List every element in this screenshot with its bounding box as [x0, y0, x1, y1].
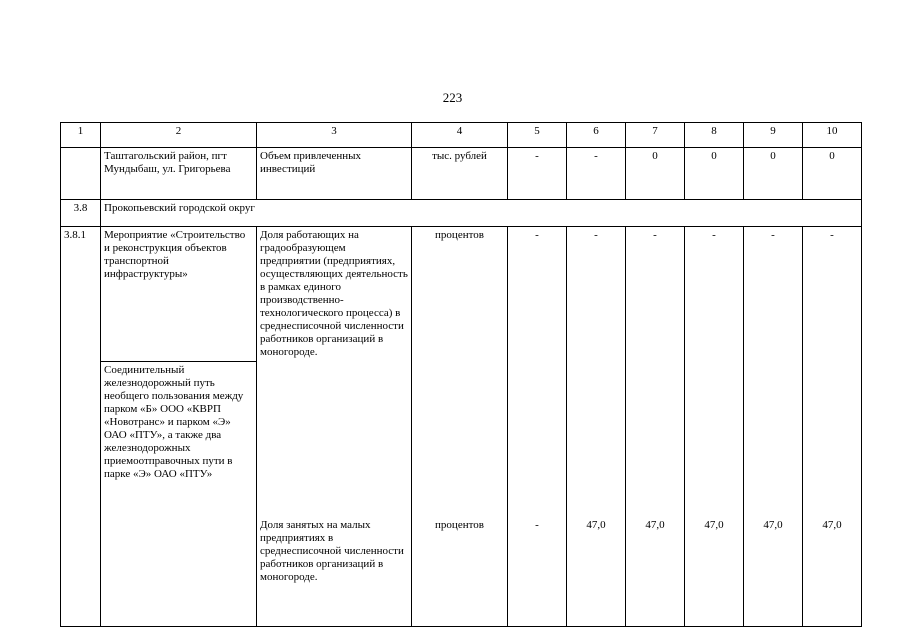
page-number: 223	[442, 90, 463, 105]
header-cell: 10	[803, 123, 862, 148]
header-cell: 3	[257, 123, 412, 148]
section-title: Прокопьевский городской округ	[101, 200, 862, 227]
value-cell: -	[685, 227, 744, 362]
header-cell: 7	[626, 123, 685, 148]
unit-cell: тыс. рублей	[412, 148, 508, 200]
value-text: 47,0	[822, 519, 842, 531]
header-cell: 5	[508, 123, 567, 148]
value-cell	[567, 361, 626, 626]
section-row	[61, 200, 862, 227]
header-cell: 9	[744, 123, 803, 148]
location-cell: Таштагольский район, пгт Мундыбаш, ул. Григорьева	[101, 148, 257, 200]
value-text: 47,0	[586, 519, 606, 531]
header-row	[61, 123, 862, 148]
value-cell: 0	[685, 148, 744, 200]
value-cell: -	[508, 148, 567, 200]
measure-name: Мероприятие «Строительство и реконструкция объектов транспортной инфраструктуры»	[101, 227, 257, 362]
section-number: 3.8	[61, 200, 101, 227]
indicators-table	[60, 122, 862, 627]
value-cell: -	[508, 227, 567, 362]
spacer	[747, 361, 799, 519]
value-text: 47,0	[645, 519, 665, 531]
value-text: 47,0	[704, 519, 724, 531]
value-cell: -	[626, 227, 685, 362]
indicator-cell: Объем привлеченных инвестиций	[257, 148, 412, 200]
value-text: -	[535, 519, 539, 531]
value-cell	[803, 361, 862, 626]
unit-text: процентов	[435, 519, 484, 531]
table-row	[61, 361, 862, 626]
value-text: 47,0	[763, 519, 783, 531]
header-cell: 4	[412, 123, 508, 148]
value-cell: -	[803, 227, 862, 362]
header-cell: 1	[61, 123, 101, 148]
object-cell: Соединительный железнодорожный путь необщего пользования между парком «Б» ООО «КВРП «Новотранс» и парком «Э» ОАО «ПТУ», а также два железнодорожных приемоотправочных пути в парке «Э» ОАО «ПТУ»	[101, 361, 257, 626]
header-cell: 2	[101, 123, 257, 148]
value-cell: -	[567, 148, 626, 200]
value-cell	[626, 361, 685, 626]
spacer	[688, 361, 740, 519]
unit-cell	[412, 361, 508, 626]
value-cell: 0	[626, 148, 685, 200]
indicator-text: Доля занятых на малых предприятиях в среднесписочной численности работников организаций в моногороде.	[260, 519, 404, 583]
spacer	[415, 361, 504, 519]
spacer	[806, 361, 858, 519]
value-cell	[744, 361, 803, 626]
value-cell: 0	[803, 148, 862, 200]
measure-number: 3.8.1	[61, 227, 101, 627]
header-cell: 6	[567, 123, 626, 148]
indicator-cell: Доля работающих на градообразующем предприятии (предприятиях, осуществляющих деятельность в рамках единого производственно-технологического процесса) в среднесписочной численности работников организаций в моногороде.	[257, 227, 412, 362]
value-cell: 0	[744, 148, 803, 200]
value-cell: -	[744, 227, 803, 362]
value-cell	[685, 361, 744, 626]
spacer	[511, 361, 563, 519]
header-cell: 8	[685, 123, 744, 148]
value-cell: -	[567, 227, 626, 362]
row-number-cell	[61, 148, 101, 200]
spacer	[260, 361, 408, 519]
indicator-cell	[257, 361, 412, 626]
table-row	[61, 227, 862, 362]
value-cell	[508, 361, 567, 626]
unit-cell: процентов	[412, 227, 508, 362]
spacer	[629, 361, 681, 519]
table-row	[61, 148, 862, 200]
spacer	[570, 361, 622, 519]
